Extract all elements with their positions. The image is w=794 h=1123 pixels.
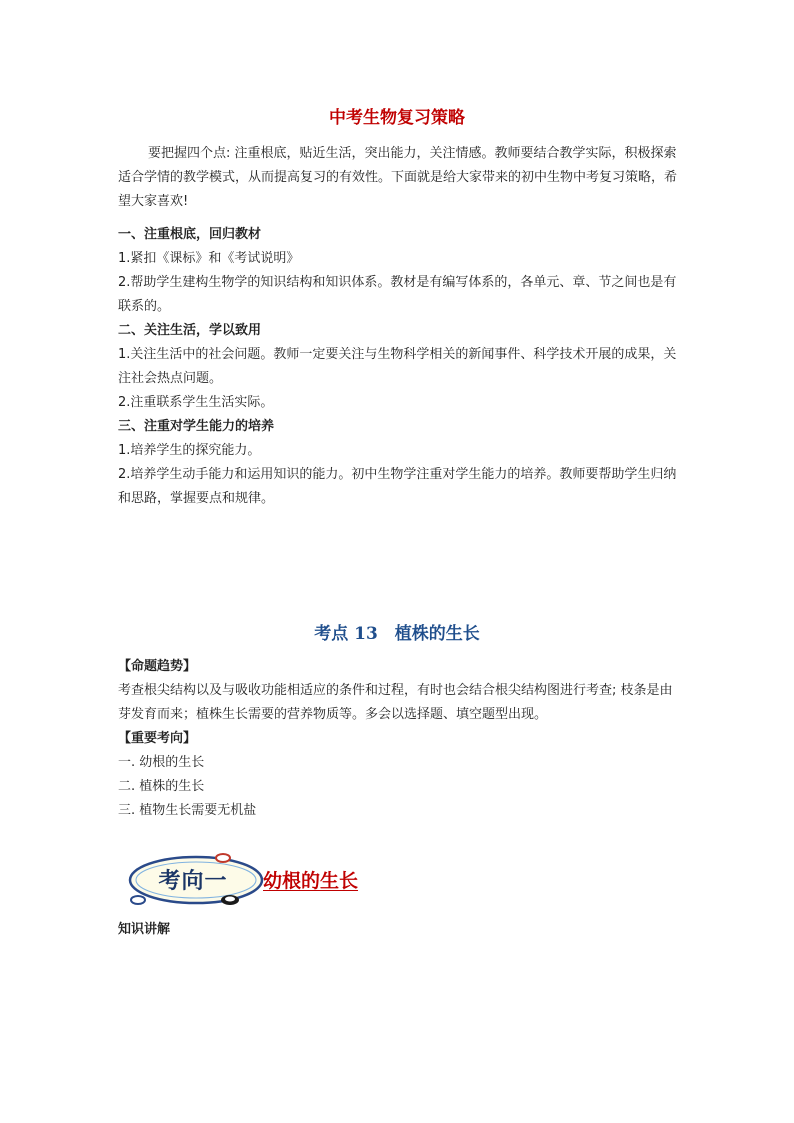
paragraph-1-2: 2.帮助学生建构生物学的知识结构和知识体系。教材是有编写体系的，各单元、章、节之间也是有联系的。 xyxy=(118,275,677,314)
paragraph-3-1: 1.培养学生的探究能力。 xyxy=(118,443,261,458)
strategy-section xyxy=(118,223,678,511)
badge-label: 考向一 xyxy=(158,868,228,894)
document-title: 中考生物复习策略 xyxy=(329,108,465,128)
heading-1: 一、注重根底，回归教材 xyxy=(118,227,262,242)
topic-section xyxy=(118,655,678,823)
intro-paragraph: 要把握四个点: 注重根底，贴近生活，突出能力，关注情感。教师要结合教学实际，积极探索适合学情的教学模式，从而提高复习的有效性。下面就是给大家带来的初中生物中考复习策略，希望大家喜欢! xyxy=(118,146,678,209)
trend-label: 【命题趋势】 xyxy=(118,659,197,674)
paragraph-1-1: 1.紧扣《课标》和《考试说明》 xyxy=(118,251,300,266)
focus-item-1: 一. 幼根的生长 xyxy=(118,755,205,770)
knowledge-label: 知识讲解 xyxy=(118,922,171,937)
heading-2: 二、关注生活，学以致用 xyxy=(118,323,262,338)
paragraph-2-1: 1.关注生活中的社会问题。教师一定要关注与生物科学相关的新闻事件、科学技术开展的成果，关注社会热点问题。 xyxy=(118,347,677,386)
trend-text: 考查根尖结构以及与吸收功能相适应的条件和过程，有时也会结合根尖结构图进行考查; 枝条是由芽发育而来；植株生长需要的营养物质等。多会以选择题、填空题型出现。 xyxy=(118,683,673,722)
focus-label: 【重要考向】 xyxy=(118,731,197,746)
focus-item-2: 二. 植株的生长 xyxy=(118,779,205,794)
paragraph-3-2: 2.培养学生动手能力和运用知识的能力。初中生物学注重对学生能力的培养。教师要帮助学生归纳和思路，掌握要点和规律。 xyxy=(118,467,677,506)
topic-badge xyxy=(118,852,418,908)
heading-3: 三、注重对学生能力的培养 xyxy=(118,419,275,434)
badge-title: 幼根的生长 xyxy=(263,870,359,892)
focus-item-3: 三. 植物生长需要无机盐 xyxy=(118,803,257,818)
paragraph-2-2: 2.注重联系学生生活实际。 xyxy=(118,395,274,410)
topic-title: 考点 13 植株的生长 xyxy=(314,624,480,644)
